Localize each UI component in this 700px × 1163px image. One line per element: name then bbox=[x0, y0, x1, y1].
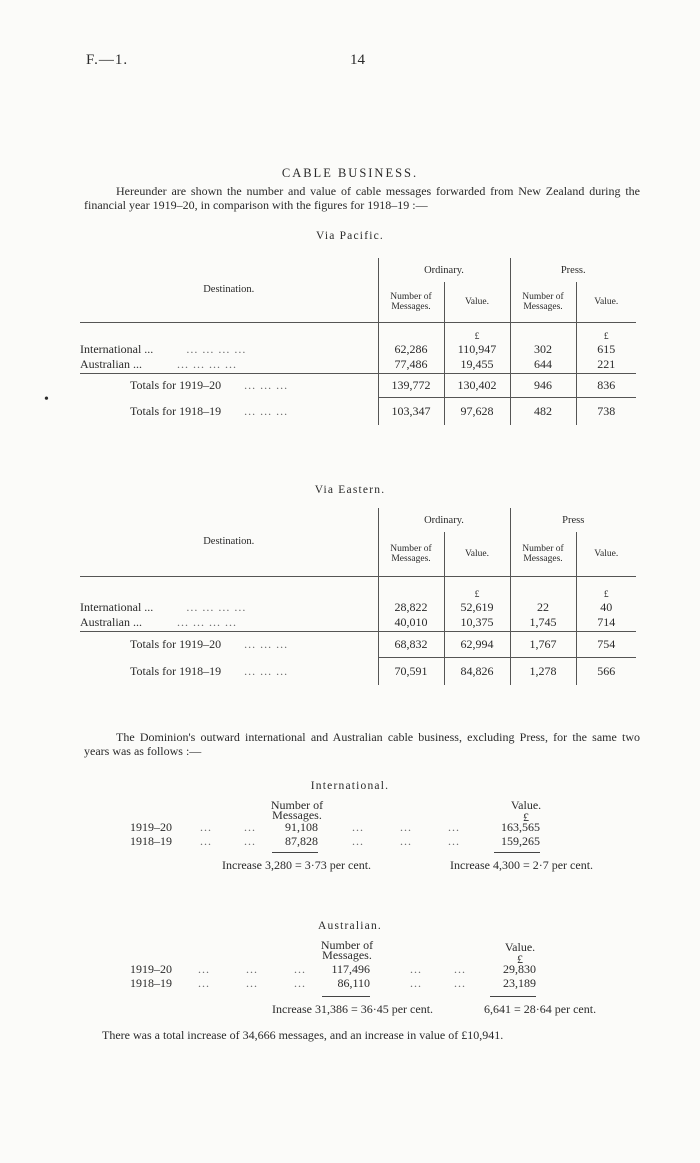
totals-label: Totals for 1918–19 bbox=[130, 663, 222, 678]
number-header: Number of Messages. bbox=[320, 938, 374, 962]
totals-row bbox=[80, 657, 636, 685]
ordinary-number: 103,347 bbox=[378, 397, 444, 425]
sum-rule bbox=[272, 852, 318, 853]
totals-label: Totals for 1919–20 bbox=[130, 636, 222, 651]
leader-dots: ... ... ... bbox=[244, 663, 289, 678]
leader-dots: ... ... bbox=[410, 962, 466, 976]
sum-rule bbox=[490, 996, 536, 997]
ordinary-number: 40,010 bbox=[378, 615, 444, 631]
row-label: Australian ... bbox=[80, 615, 142, 630]
leader-dots: ... ... ... ... bbox=[186, 600, 247, 614]
pacific-heading: Via Pacific. bbox=[316, 230, 384, 242]
leader-dots: ... ... ... bbox=[352, 834, 460, 848]
table-row bbox=[80, 600, 636, 615]
message-count: 117,496 bbox=[331, 962, 370, 976]
ordinary-value: 130,402 bbox=[444, 373, 510, 397]
press-value: 566 bbox=[576, 657, 636, 685]
year-label: 1918–19 bbox=[130, 976, 172, 990]
leader-dots: ... ... ... ... bbox=[177, 357, 237, 372]
year-label: 1919–20 bbox=[130, 962, 172, 976]
value-header: Value. bbox=[504, 940, 536, 954]
message-count: 86,110 bbox=[337, 976, 370, 990]
leader-dots: ... ... ... bbox=[198, 976, 306, 990]
year-label: 1918–19 bbox=[130, 834, 172, 848]
table-row bbox=[80, 342, 636, 357]
totals-row bbox=[80, 397, 636, 425]
col-number-header: Number of Messages. bbox=[510, 532, 576, 576]
leader-dots: ... ... bbox=[200, 820, 256, 834]
leader-dots: ... ... ... bbox=[244, 636, 289, 651]
ordinary-value: 97,628 bbox=[444, 397, 510, 425]
pound-sign: £ bbox=[444, 576, 510, 600]
col-number-header: Number of Messages. bbox=[378, 282, 444, 322]
row-label: International ... bbox=[80, 600, 154, 614]
destination-header: Destination. bbox=[203, 284, 255, 296]
ordinary-value: 19,455 bbox=[444, 357, 510, 373]
message-count: 91,108 bbox=[285, 820, 318, 834]
ordinary-value: 84,826 bbox=[444, 657, 510, 685]
press-value: 221 bbox=[576, 357, 636, 373]
ordinary-value: 52,619 bbox=[444, 600, 510, 615]
increase-number: Increase 31,386 = 36·45 per cent. bbox=[272, 1002, 434, 1016]
year-label: 1919–20 bbox=[130, 820, 172, 834]
press-number: 644 bbox=[510, 357, 576, 373]
press-value: 714 bbox=[576, 615, 636, 631]
pound-sign: £ bbox=[517, 952, 523, 966]
press-value: 754 bbox=[576, 631, 636, 657]
press-number: 482 bbox=[510, 397, 576, 425]
ordinary-value: 110,947 bbox=[444, 342, 510, 357]
increase-value: 6,641 = 28·64 per cent. bbox=[484, 1002, 597, 1016]
sum-rule bbox=[322, 996, 370, 997]
col-number-header: Number of Messages. bbox=[378, 532, 444, 576]
intro-paragraph: Hereunder are shown the number and value of cable messages forwarded from New Zealand during the financial year 1919–20, in comparison with the figures for 1918–19 :— bbox=[84, 184, 640, 212]
press-value: 40 bbox=[576, 600, 636, 615]
pound-sign: £ bbox=[576, 576, 636, 600]
col-value-header: Value. bbox=[444, 532, 510, 576]
ordinary-number: 62,286 bbox=[378, 342, 444, 357]
leader-dots: ... ... ... bbox=[352, 820, 460, 834]
increase-value: Increase 4,300 = 2·7 per cent. bbox=[450, 858, 594, 872]
closing-paragraph: There was a total increase of 34,666 messages, and an increase in value of £10,941. bbox=[102, 1028, 504, 1042]
leader-dots: ... ... ... bbox=[244, 377, 289, 392]
totals-row bbox=[80, 373, 636, 397]
ordinary-value: 10,375 bbox=[444, 615, 510, 631]
totals-row bbox=[80, 631, 636, 657]
pacific-table bbox=[80, 258, 636, 425]
sum-rule bbox=[494, 852, 540, 853]
row-label: Australian ... bbox=[80, 357, 142, 372]
press-number: 1,767 bbox=[510, 631, 576, 657]
press-value: 615 bbox=[576, 342, 636, 357]
ordinary-value: 62,994 bbox=[444, 631, 510, 657]
page-number: 14 bbox=[350, 52, 365, 68]
press-number: 302 bbox=[510, 342, 576, 357]
value-header: Value. bbox=[510, 798, 542, 812]
leader-dots: ... ... ... ... bbox=[186, 342, 247, 356]
document-code: F.—1. bbox=[86, 52, 129, 68]
leader-dots: ... ... ... bbox=[244, 403, 289, 418]
message-count: 87,828 bbox=[285, 834, 318, 848]
pound-sign: £ bbox=[576, 322, 636, 342]
leader-dots: ... ... bbox=[410, 976, 466, 990]
col-number-header: Number of Messages. bbox=[510, 282, 576, 322]
table-row bbox=[80, 357, 636, 373]
totals-label: Totals for 1918–19 bbox=[130, 403, 222, 418]
col-value-header: Value. bbox=[444, 282, 510, 322]
ordinary-number: 139,772 bbox=[378, 373, 444, 397]
leader-dots: ... ... bbox=[200, 834, 256, 848]
ordinary-number: 77,486 bbox=[378, 357, 444, 373]
destination-header: Destination. bbox=[203, 536, 255, 548]
message-value: 29,830 bbox=[503, 962, 536, 976]
international-heading: International. bbox=[310, 780, 390, 792]
ordinary-number: 70,591 bbox=[378, 657, 444, 685]
totals-label: Totals for 1919–20 bbox=[130, 377, 222, 392]
col-value-header: Value. bbox=[576, 282, 636, 322]
press-value: 738 bbox=[576, 397, 636, 425]
table-row bbox=[80, 615, 636, 631]
message-value: 23,189 bbox=[503, 976, 536, 990]
leader-dots: ... ... ... bbox=[198, 962, 306, 976]
eastern-heading: Via Eastern. bbox=[314, 484, 386, 496]
summary-paragraph: The Dominion's outward international and Australian cable business, excluding Press, for the same two years was as follows :— bbox=[84, 730, 640, 758]
press-value: 836 bbox=[576, 373, 636, 397]
margin-mark: • bbox=[44, 392, 49, 407]
press-header: Press. bbox=[510, 258, 636, 282]
ordinary-number: 68,832 bbox=[378, 631, 444, 657]
press-number: 946 bbox=[510, 373, 576, 397]
message-value: 163,565 bbox=[501, 820, 540, 834]
press-number: 22 bbox=[510, 600, 576, 615]
pound-sign: £ bbox=[444, 322, 510, 342]
col-value-header: Value. bbox=[576, 532, 636, 576]
ordinary-header: Ordinary. bbox=[378, 258, 510, 282]
increase-number: Increase 3,280 = 3·73 per cent. bbox=[222, 858, 372, 872]
press-number: 1,745 bbox=[510, 615, 576, 631]
number-header: Number of Messages. bbox=[270, 798, 324, 822]
eastern-table bbox=[80, 508, 636, 685]
message-value: 159,265 bbox=[501, 834, 540, 848]
row-label: International ... bbox=[80, 342, 154, 356]
ordinary-header: Ordinary. bbox=[378, 508, 510, 532]
leader-dots: ... ... ... ... bbox=[177, 615, 237, 630]
australian-heading: Australian. bbox=[318, 920, 382, 932]
press-header: Press bbox=[510, 508, 636, 532]
section-title: CABLE BUSINESS. bbox=[281, 166, 419, 180]
pound-sign: £ bbox=[523, 810, 529, 824]
press-number: 1,278 bbox=[510, 657, 576, 685]
ordinary-number: 28,822 bbox=[378, 600, 444, 615]
